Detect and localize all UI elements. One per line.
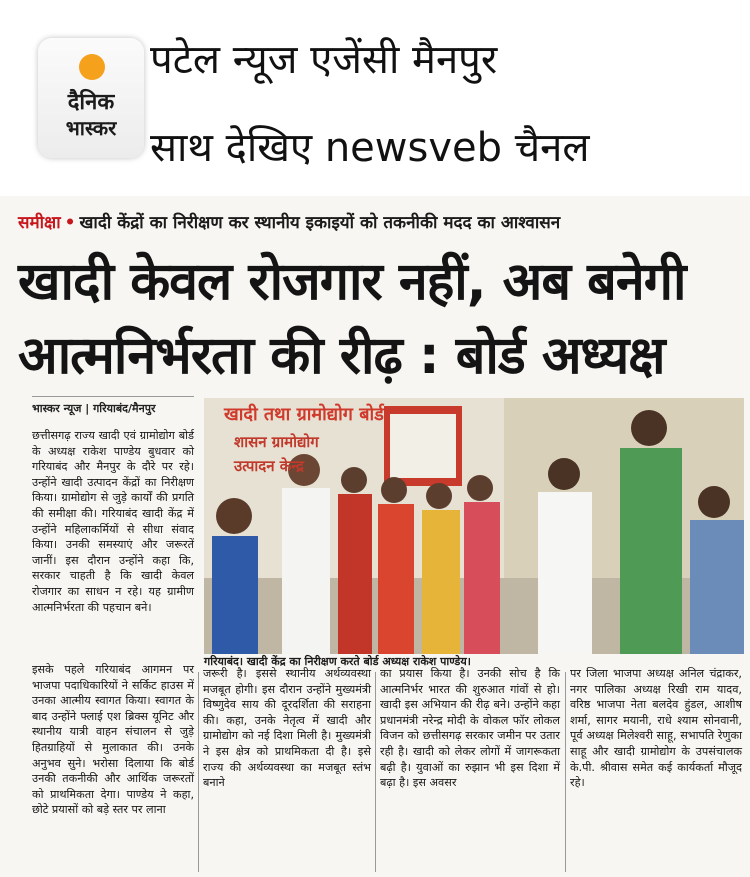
logo-text-line1: दैनिक <box>67 89 115 115</box>
article-column-1a: छत्तीसगढ़ राज्य खादी एवं ग्रामोद्योग बोर्ड के अध्यक्ष राकेश पाण्डेय बुधवार को गरियाबंद और मैनपुर के दौरे पर रहे। उन्होंने खादी उत्पादन केंद्रों का निरीक्षण किया। ग्रामोद्योग से जुड़े कार्यों की प्रगति की समीक्षा की। गरियाबंद खादी केंद्र में उन्होंने महिलाकर्मियों से सीधा संवाद किया। उनकी समस्याएं और जरूरतें जानीं। इस दौरान उन्होंने कहा कि, सरकार चाहती है कि खादी केवल रोजगार का साधन न रहे। यह ग्रामीण आत्मनिर्भरता की पहचान बने। <box>32 429 194 614</box>
header-title: पटेल न्यूज एजेंसी मैनपुर <box>150 37 498 83</box>
headline-line2: आत्मनिर्भरता की रीढ़ : बोर्ड अध्यक्ष <box>18 326 665 386</box>
column-divider <box>565 672 566 872</box>
column-divider <box>32 396 194 397</box>
dainik-bhaskar-logo <box>38 38 144 158</box>
header-banner <box>0 0 750 195</box>
logo-text-line2: भास्कर <box>65 116 117 140</box>
column-divider <box>375 672 376 872</box>
kicker <box>18 210 560 233</box>
sun-icon <box>79 54 105 80</box>
headline-line1: खादी केवल रोजगार नहीं, अब बनेगी <box>18 252 686 312</box>
bullet-icon: • <box>64 213 76 233</box>
photo-sign-board: खादी तथा ग्रामोद्योग बोर्ड <box>224 404 384 425</box>
photo-sign-line2: शासन ग्रामोद्योग <box>234 433 319 451</box>
article-column-2: जरूरी है। इससे स्थानीय अर्थव्यवस्था मजबूत होगी। इस दौरान उन्होंने मुख्यमंत्री विष्णुदेव साय की दूरदर्शिता की सराहना की। कहा, उनके नेतृत्व में खादी और ग्रामोद्योग को नई दिशा मिली है। मुख्यमंत्री ने इस क्षेत्र को प्राथमिकता दी है। इसे राज्य की अर्थव्यवस्था का मजबूत स्तंभ बनाने <box>203 667 371 790</box>
article-column-3: का प्रयास किया है। उनकी सोच है कि आत्मनिर्भर भारत की शुरुआत गांवों से हो। खादी इस अभियान की रीढ़ बने। उन्होंने कहा प्रधानमंत्री नरेन्द्र मोदी के वोकल फॉर लोकल विजन को छत्तीसगढ़ सरकार जमीन पर उतार रही है। खादी को लेकर लोगों में जागरूकता बढ़ी है। युवाओं का रुझान भी इस दिशा में बढ़ा है। इस अवसर <box>380 667 560 790</box>
kicker-text: खादी केंद्रों का निरीक्षण कर स्थानीय इकाइयों को तकनीकी मदद का आश्वासन <box>79 213 561 233</box>
header-subtitle: साथ देखिए newsveb चैनल <box>150 125 590 171</box>
byline: भास्कर न्यूज | गरियाबंद/मैनपुर <box>32 402 156 415</box>
photo-sign-line3: उत्पादन केन्द्र <box>234 457 304 475</box>
column-divider <box>198 672 199 872</box>
article-photo <box>204 398 744 654</box>
article-column-1b: इसके पहले गरियाबंद आगमन पर भाजपा पदाधिकारियों ने सर्किट हाउस में उनका आत्मीय स्वागत किया। स्वागत के बाद उन्होंने फ्लाई एश ब्रिक्स यूनिट और स्थानीय यात्री वाहन संचालन से जुड़े हितग्राहियों से मुलाकात की। उनके अनुभव सुने। भरोसा दिलाया कि बोर्ड उनकी तकनीकी और आर्थिक जरूरतों को प्राथमिकता देगा। पाण्डेय ने कहा, छोटे प्रयासों को बड़े स्तर पर लाना <box>32 663 194 817</box>
kicker-tag: समीक्षा <box>18 213 61 233</box>
article-column-4: पर जिला भाजपा अध्यक्ष अनिल चंद्राकर, नगर पालिका अध्यक्ष रिखी राम यादव, वरिष्ठ भाजपा नेता बलदेव हुंडल, आशीष शर्मा, सागर मयानी, राधे श्याम सोनवानी, पूर्व अध्यक्ष मिलेश्वरी साहू, सभापति रेणुका साहू और खादी ग्रामोद्योग के उपसंचालक के.पी. श्रीवास समेत कई कार्यकर्ता मौजूद रहे। <box>570 667 742 790</box>
newspaper-clipping <box>0 196 750 877</box>
photo-caption: गरियाबंद। खादी केंद्र का निरीक्षण करते बोर्ड अध्यक्ष राकेश पाण्डेय। <box>204 654 744 668</box>
